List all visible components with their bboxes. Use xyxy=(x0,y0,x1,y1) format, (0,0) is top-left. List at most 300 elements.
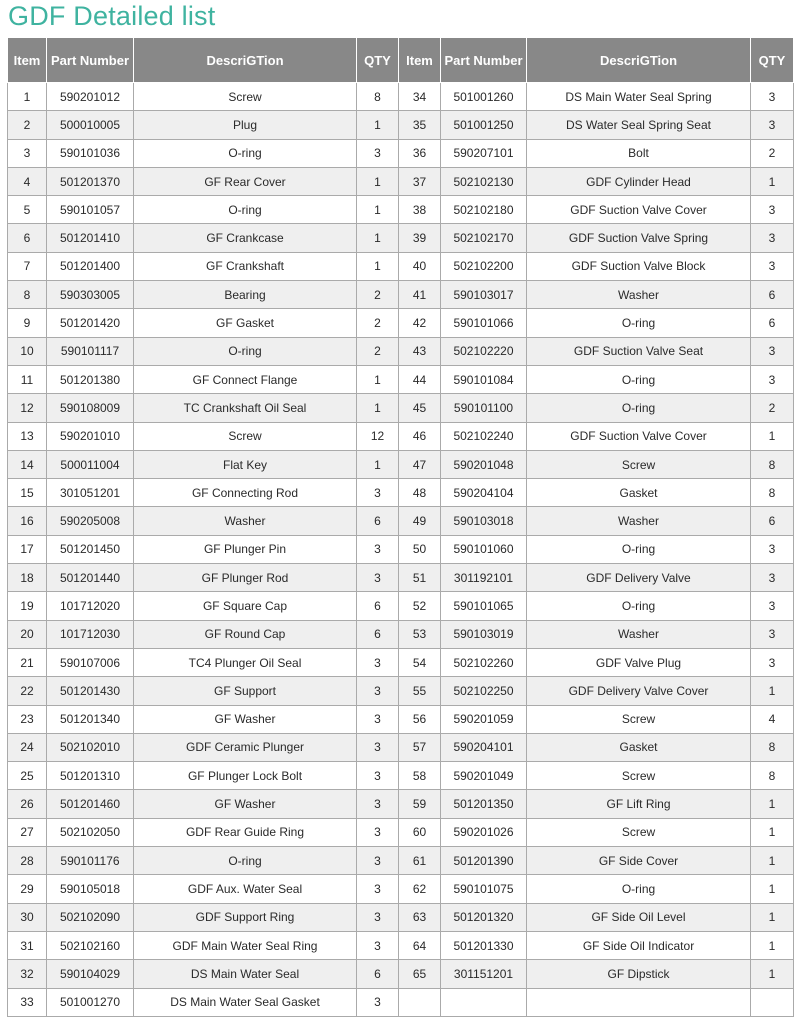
qty-cell: 8 xyxy=(357,83,399,111)
table-row xyxy=(8,394,794,422)
part-number-cell: 501201310 xyxy=(47,762,134,790)
description-cell: DS Main Water Seal Spring xyxy=(527,83,751,111)
part-number-cell xyxy=(441,988,527,1016)
qty-cell: 1 xyxy=(751,167,794,195)
qty-cell: 3 xyxy=(357,705,399,733)
part-number-cell: 590107006 xyxy=(47,648,134,676)
part-number-cell: 501201400 xyxy=(47,252,134,280)
part-number-cell: 502102050 xyxy=(47,818,134,846)
description-cell: Screw xyxy=(134,422,357,450)
qty-cell: 6 xyxy=(357,620,399,648)
part-number-cell: 590101117 xyxy=(47,337,134,365)
qty-cell: 8 xyxy=(751,479,794,507)
item-cell: 35 xyxy=(399,111,441,139)
table-row xyxy=(8,592,794,620)
part-number-cell: 590205008 xyxy=(47,507,134,535)
part-number-cell: 501201330 xyxy=(441,931,527,959)
table-row xyxy=(8,960,794,988)
table-row xyxy=(8,450,794,478)
part-number-cell: 590101084 xyxy=(441,365,527,393)
item-cell: 30 xyxy=(8,903,47,931)
description-cell: GF Crankshaft xyxy=(134,252,357,280)
item-cell: 38 xyxy=(399,196,441,224)
description-cell: Washer xyxy=(134,507,357,535)
description-cell: DS Main Water Seal xyxy=(134,960,357,988)
description-cell: O-ring xyxy=(527,365,751,393)
qty-cell: 3 xyxy=(357,479,399,507)
item-cell: 47 xyxy=(399,450,441,478)
description-cell: DS Main Water Seal Gasket xyxy=(134,988,357,1016)
qty-cell: 2 xyxy=(357,309,399,337)
description-cell: TC4 Plunger Oil Seal xyxy=(134,648,357,676)
qty-cell: 4 xyxy=(751,705,794,733)
table-row xyxy=(8,281,794,309)
part-number-cell: 590101036 xyxy=(47,139,134,167)
table-row xyxy=(8,733,794,761)
description-cell: GF Lift Ring xyxy=(527,790,751,818)
qty-cell: 8 xyxy=(751,733,794,761)
item-cell: 34 xyxy=(399,83,441,111)
description-cell: Plug xyxy=(134,111,357,139)
part-number-cell: 501201430 xyxy=(47,677,134,705)
description-cell: Screw xyxy=(527,818,751,846)
part-number-cell: 500010005 xyxy=(47,111,134,139)
part-number-cell: 590104029 xyxy=(47,960,134,988)
item-cell: 45 xyxy=(399,394,441,422)
table-row xyxy=(8,167,794,195)
qty-cell: 3 xyxy=(751,111,794,139)
qty-cell: 1 xyxy=(751,960,794,988)
qty-cell: 8 xyxy=(751,450,794,478)
item-cell: 9 xyxy=(8,309,47,337)
item-cell: 17 xyxy=(8,535,47,563)
description-cell: O-ring xyxy=(527,394,751,422)
item-cell: 4 xyxy=(8,167,47,195)
qty-cell: 1 xyxy=(751,847,794,875)
item-cell: 14 xyxy=(8,450,47,478)
part-number-cell: 590201059 xyxy=(441,705,527,733)
item-cell: 24 xyxy=(8,733,47,761)
item-cell: 57 xyxy=(399,733,441,761)
description-cell: GDF Aux. Water Seal xyxy=(134,875,357,903)
description-cell: GF Plunger Lock Bolt xyxy=(134,762,357,790)
part-number-cell: 501201420 xyxy=(47,309,134,337)
table-row xyxy=(8,762,794,790)
description-cell: GF Support xyxy=(134,677,357,705)
item-cell: 18 xyxy=(8,564,47,592)
description-cell: Bearing xyxy=(134,281,357,309)
description-cell: O-ring xyxy=(134,196,357,224)
qty-cell: 2 xyxy=(751,139,794,167)
item-cell: 21 xyxy=(8,648,47,676)
table-row xyxy=(8,705,794,733)
qty-cell: 3 xyxy=(357,564,399,592)
qty-cell: 1 xyxy=(357,167,399,195)
part-number-cell: 590103018 xyxy=(441,507,527,535)
qty-cell: 1 xyxy=(357,224,399,252)
item-cell: 54 xyxy=(399,648,441,676)
header-qty: QTY xyxy=(357,38,399,83)
part-number-cell: 590103019 xyxy=(441,620,527,648)
item-cell: 44 xyxy=(399,365,441,393)
qty-cell: 3 xyxy=(751,620,794,648)
qty-cell: 1 xyxy=(751,818,794,846)
part-number-cell: 301051201 xyxy=(47,479,134,507)
item-cell: 13 xyxy=(8,422,47,450)
part-number-cell: 590201049 xyxy=(441,762,527,790)
description-cell: Washer xyxy=(527,620,751,648)
part-number-cell: 590101100 xyxy=(441,394,527,422)
description-cell: Bolt xyxy=(527,139,751,167)
description-cell: GF Dipstick xyxy=(527,960,751,988)
table-row xyxy=(8,818,794,846)
item-cell: 16 xyxy=(8,507,47,535)
description-cell: GDF Support Ring xyxy=(134,903,357,931)
item-cell: 62 xyxy=(399,875,441,903)
header-description: DescriGTion xyxy=(527,38,751,83)
item-cell: 52 xyxy=(399,592,441,620)
part-number-cell: 590105018 xyxy=(47,875,134,903)
description-cell: Washer xyxy=(527,507,751,535)
description-cell: GDF Delivery Valve xyxy=(527,564,751,592)
description-cell: GF Gasket xyxy=(134,309,357,337)
qty-cell: 1 xyxy=(357,365,399,393)
item-cell: 6 xyxy=(8,224,47,252)
description-cell: GF Crankcase xyxy=(134,224,357,252)
item-cell: 41 xyxy=(399,281,441,309)
part-number-cell: 101712030 xyxy=(47,620,134,648)
description-cell: GF Washer xyxy=(134,790,357,818)
table-row xyxy=(8,479,794,507)
qty-cell: 3 xyxy=(357,139,399,167)
item-cell: 3 xyxy=(8,139,47,167)
qty-cell: 1 xyxy=(357,450,399,478)
table-row xyxy=(8,365,794,393)
header-item: Item xyxy=(8,38,47,83)
table-row xyxy=(8,139,794,167)
description-cell: GDF Rear Guide Ring xyxy=(134,818,357,846)
item-cell: 1 xyxy=(8,83,47,111)
item-cell: 40 xyxy=(399,252,441,280)
item-cell: 42 xyxy=(399,309,441,337)
part-number-cell: 501001270 xyxy=(47,988,134,1016)
table-row xyxy=(8,875,794,903)
qty-cell: 3 xyxy=(357,875,399,903)
part-number-cell: 590101075 xyxy=(441,875,527,903)
qty-cell: 1 xyxy=(357,394,399,422)
part-number-cell: 590201010 xyxy=(47,422,134,450)
qty-cell: 6 xyxy=(751,507,794,535)
part-number-cell: 501201370 xyxy=(47,167,134,195)
item-cell: 37 xyxy=(399,167,441,195)
part-number-cell: 500011004 xyxy=(47,450,134,478)
description-cell: Gasket xyxy=(527,479,751,507)
part-number-cell: 301192101 xyxy=(441,564,527,592)
item-cell: 7 xyxy=(8,252,47,280)
parts-table xyxy=(7,37,794,1017)
item-cell: 46 xyxy=(399,422,441,450)
table-body xyxy=(8,83,794,1017)
description-cell: DS Water Seal Spring Seat xyxy=(527,111,751,139)
item-cell: 63 xyxy=(399,903,441,931)
item-cell: 53 xyxy=(399,620,441,648)
description-cell: TC Crankshaft Oil Seal xyxy=(134,394,357,422)
table-row xyxy=(8,564,794,592)
table-row xyxy=(8,620,794,648)
item-cell: 55 xyxy=(399,677,441,705)
part-number-cell: 502102160 xyxy=(47,931,134,959)
item-cell: 60 xyxy=(399,818,441,846)
qty-cell: 6 xyxy=(751,281,794,309)
description-cell: O-ring xyxy=(527,592,751,620)
part-number-cell: 501201320 xyxy=(441,903,527,931)
item-cell: 49 xyxy=(399,507,441,535)
item-cell: 50 xyxy=(399,535,441,563)
description-cell: GDF Suction Valve Block xyxy=(527,252,751,280)
qty-cell: 3 xyxy=(751,648,794,676)
item-cell: 31 xyxy=(8,931,47,959)
description-cell xyxy=(527,988,751,1016)
part-number-cell: 501201410 xyxy=(47,224,134,252)
item-cell: 8 xyxy=(8,281,47,309)
qty-cell: 3 xyxy=(357,648,399,676)
item-cell: 5 xyxy=(8,196,47,224)
item-cell xyxy=(399,988,441,1016)
table-row xyxy=(8,111,794,139)
part-number-cell: 502102090 xyxy=(47,903,134,931)
header-item: Item xyxy=(399,38,441,83)
table-header-row xyxy=(8,38,794,83)
description-cell: GDF Suction Valve Seat xyxy=(527,337,751,365)
description-cell: GF Connect Flange xyxy=(134,365,357,393)
description-cell: GF Washer xyxy=(134,705,357,733)
part-number-cell: 590201026 xyxy=(441,818,527,846)
qty-cell: 3 xyxy=(357,535,399,563)
qty-cell: 3 xyxy=(751,365,794,393)
table-row xyxy=(8,847,794,875)
part-number-cell: 501201350 xyxy=(441,790,527,818)
qty-cell xyxy=(751,988,794,1016)
item-cell: 22 xyxy=(8,677,47,705)
qty-cell: 6 xyxy=(357,592,399,620)
qty-cell: 3 xyxy=(751,592,794,620)
qty-cell: 3 xyxy=(751,337,794,365)
qty-cell: 6 xyxy=(357,507,399,535)
description-cell: Washer xyxy=(527,281,751,309)
table-row xyxy=(8,931,794,959)
qty-cell: 3 xyxy=(751,535,794,563)
item-cell: 61 xyxy=(399,847,441,875)
part-number-cell: 501001250 xyxy=(441,111,527,139)
item-cell: 65 xyxy=(399,960,441,988)
part-number-cell: 501201460 xyxy=(47,790,134,818)
description-cell: O-ring xyxy=(134,847,357,875)
item-cell: 51 xyxy=(399,564,441,592)
qty-cell: 3 xyxy=(751,83,794,111)
qty-cell: 6 xyxy=(357,960,399,988)
table-row xyxy=(8,535,794,563)
qty-cell: 8 xyxy=(751,762,794,790)
table-row xyxy=(8,224,794,252)
item-cell: 39 xyxy=(399,224,441,252)
item-cell: 36 xyxy=(399,139,441,167)
qty-cell: 3 xyxy=(357,931,399,959)
item-cell: 15 xyxy=(8,479,47,507)
item-cell: 59 xyxy=(399,790,441,818)
part-number-cell: 502102200 xyxy=(441,252,527,280)
part-number-cell: 501001260 xyxy=(441,83,527,111)
qty-cell: 3 xyxy=(751,252,794,280)
description-cell: GF Plunger Pin xyxy=(134,535,357,563)
qty-cell: 1 xyxy=(751,790,794,818)
table-row xyxy=(8,903,794,931)
table-row xyxy=(8,988,794,1016)
part-number-cell: 501201380 xyxy=(47,365,134,393)
part-number-cell: 590101060 xyxy=(441,535,527,563)
qty-cell: 1 xyxy=(357,196,399,224)
item-cell: 33 xyxy=(8,988,47,1016)
part-number-cell: 501201340 xyxy=(47,705,134,733)
description-cell: GDF Suction Valve Spring xyxy=(527,224,751,252)
part-number-cell: 501201450 xyxy=(47,535,134,563)
qty-cell: 1 xyxy=(751,903,794,931)
description-cell: Screw xyxy=(527,762,751,790)
item-cell: 25 xyxy=(8,762,47,790)
description-cell: GF Side Oil Level xyxy=(527,903,751,931)
part-number-cell: 590101176 xyxy=(47,847,134,875)
qty-cell: 3 xyxy=(357,677,399,705)
part-number-cell: 301151201 xyxy=(441,960,527,988)
description-cell: Gasket xyxy=(527,733,751,761)
qty-cell: 3 xyxy=(751,196,794,224)
part-number-cell: 502102130 xyxy=(441,167,527,195)
description-cell: Screw xyxy=(527,450,751,478)
table-row xyxy=(8,790,794,818)
part-number-cell: 590204104 xyxy=(441,479,527,507)
qty-cell: 3 xyxy=(751,564,794,592)
item-cell: 10 xyxy=(8,337,47,365)
part-number-cell: 502102240 xyxy=(441,422,527,450)
part-number-cell: 590201012 xyxy=(47,83,134,111)
table-row xyxy=(8,196,794,224)
part-number-cell: 501201390 xyxy=(441,847,527,875)
part-number-cell: 502102260 xyxy=(441,648,527,676)
description-cell: GF Square Cap xyxy=(134,592,357,620)
table-row xyxy=(8,677,794,705)
qty-cell: 2 xyxy=(751,394,794,422)
qty-cell: 3 xyxy=(357,733,399,761)
description-cell: Flat Key xyxy=(134,450,357,478)
qty-cell: 3 xyxy=(357,818,399,846)
header-description: DescriGTion xyxy=(134,38,357,83)
description-cell: GDF Cylinder Head xyxy=(527,167,751,195)
qty-cell: 3 xyxy=(357,790,399,818)
qty-cell: 6 xyxy=(751,309,794,337)
item-cell: 27 xyxy=(8,818,47,846)
description-cell: GF Rear Cover xyxy=(134,167,357,195)
qty-cell: 1 xyxy=(357,252,399,280)
description-cell: O-ring xyxy=(527,875,751,903)
table-row xyxy=(8,422,794,450)
part-number-cell: 502102010 xyxy=(47,733,134,761)
qty-cell: 3 xyxy=(357,762,399,790)
part-number-cell: 502102170 xyxy=(441,224,527,252)
item-cell: 48 xyxy=(399,479,441,507)
part-number-cell: 502102250 xyxy=(441,677,527,705)
item-cell: 32 xyxy=(8,960,47,988)
description-cell: O-ring xyxy=(527,309,751,337)
item-cell: 12 xyxy=(8,394,47,422)
item-cell: 64 xyxy=(399,931,441,959)
part-number-cell: 502102180 xyxy=(441,196,527,224)
qty-cell: 1 xyxy=(751,677,794,705)
part-number-cell: 590101057 xyxy=(47,196,134,224)
description-cell: GDF Suction Valve Cover xyxy=(527,196,751,224)
qty-cell: 3 xyxy=(357,903,399,931)
part-number-cell: 501201440 xyxy=(47,564,134,592)
table-row xyxy=(8,83,794,111)
header-qty: QTY xyxy=(751,38,794,83)
item-cell: 20 xyxy=(8,620,47,648)
qty-cell: 3 xyxy=(357,988,399,1016)
description-cell: O-ring xyxy=(527,535,751,563)
item-cell: 2 xyxy=(8,111,47,139)
description-cell: GF Round Cap xyxy=(134,620,357,648)
item-cell: 28 xyxy=(8,847,47,875)
item-cell: 19 xyxy=(8,592,47,620)
table-row xyxy=(8,648,794,676)
table-row xyxy=(8,507,794,535)
qty-cell: 12 xyxy=(357,422,399,450)
description-cell: GDF Suction Valve Cover xyxy=(527,422,751,450)
item-cell: 56 xyxy=(399,705,441,733)
table-row xyxy=(8,337,794,365)
part-number-cell: 590108009 xyxy=(47,394,134,422)
part-number-cell: 590101065 xyxy=(441,592,527,620)
description-cell: GF Side Oil Indicator xyxy=(527,931,751,959)
description-cell: O-ring xyxy=(134,337,357,365)
page-title: GDF Detailed list xyxy=(8,1,216,31)
item-cell: 29 xyxy=(8,875,47,903)
item-cell: 23 xyxy=(8,705,47,733)
item-cell: 26 xyxy=(8,790,47,818)
description-cell: GF Connecting Rod xyxy=(134,479,357,507)
header-part-number: Part Number xyxy=(47,38,134,83)
item-cell: 43 xyxy=(399,337,441,365)
description-cell: Screw xyxy=(527,705,751,733)
table-row xyxy=(8,309,794,337)
qty-cell: 1 xyxy=(751,875,794,903)
description-cell: Screw xyxy=(134,83,357,111)
description-cell: GDF Ceramic Plunger xyxy=(134,733,357,761)
qty-cell: 1 xyxy=(357,111,399,139)
qty-cell: 3 xyxy=(357,847,399,875)
qty-cell: 2 xyxy=(357,337,399,365)
part-number-cell: 101712020 xyxy=(47,592,134,620)
item-cell: 58 xyxy=(399,762,441,790)
description-cell: GDF Valve Plug xyxy=(527,648,751,676)
qty-cell: 3 xyxy=(751,224,794,252)
description-cell: O-ring xyxy=(134,139,357,167)
header-part-number: Part Number xyxy=(441,38,527,83)
description-cell: GDF Delivery Valve Cover xyxy=(527,677,751,705)
part-number-cell: 590303005 xyxy=(47,281,134,309)
qty-cell: 1 xyxy=(751,422,794,450)
description-cell: GDF Main Water Seal Ring xyxy=(134,931,357,959)
qty-cell: 2 xyxy=(357,281,399,309)
description-cell: GF Side Cover xyxy=(527,847,751,875)
part-number-cell: 590103017 xyxy=(441,281,527,309)
